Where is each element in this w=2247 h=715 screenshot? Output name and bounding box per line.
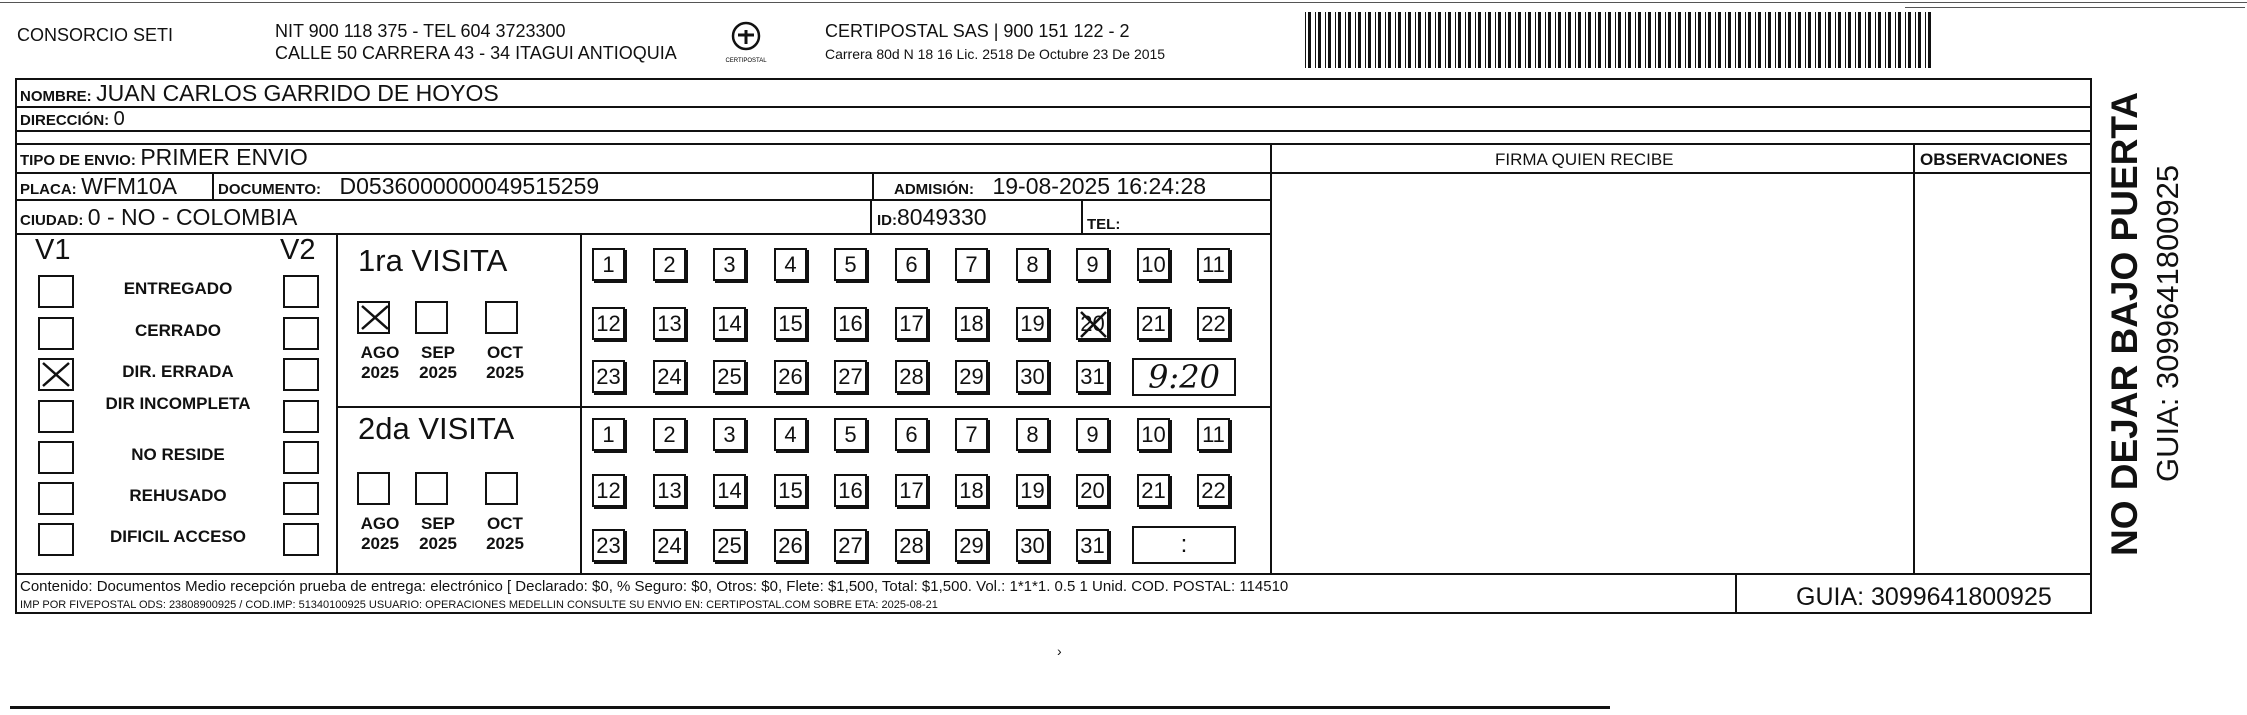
ciudad-value: 0 - NO - COLOMBIA <box>87 204 298 230</box>
day-box-7[interactable]: 7 <box>955 418 988 451</box>
day-box-13[interactable]: 13 <box>653 307 686 340</box>
day-box-12[interactable]: 12 <box>592 474 625 507</box>
day-box-11[interactable]: 11 <box>1197 418 1230 451</box>
day-box-12[interactable]: 12 <box>592 307 625 340</box>
day-box-16[interactable]: 16 <box>834 474 867 507</box>
day-box-27[interactable]: 27 <box>834 529 867 562</box>
tel-label: TEL: <box>1087 216 1121 233</box>
status-label: REHUSADO <box>129 486 227 505</box>
day-box-7[interactable]: 7 <box>955 248 988 281</box>
second-visit-time-box <box>1132 526 1236 564</box>
firma-label: FIRMA QUIEN RECIBE <box>1495 150 1674 169</box>
admision-label: ADMISIÓN: <box>894 181 974 198</box>
v2-checkbox[interactable] <box>283 317 319 350</box>
day-box-4[interactable]: 4 <box>774 418 807 451</box>
license-line: Carrera 80d N 18 16 Lic. 2518 De Octubre 23 De 2015 <box>825 46 1166 62</box>
month-checkbox-ago[interactable] <box>357 301 390 334</box>
day-box-8[interactable]: 8 <box>1016 248 1049 281</box>
id-label: ID: <box>877 212 897 229</box>
id-field <box>877 204 987 231</box>
day-box-6[interactable]: 6 <box>895 248 928 281</box>
month-checkbox-oct[interactable] <box>485 301 518 334</box>
v1-label: V1 <box>35 234 71 266</box>
day-box-1[interactable]: 1 <box>592 418 625 451</box>
month-year: 2025 <box>419 534 457 553</box>
day-box-25[interactable]: 25 <box>713 529 746 562</box>
status-label: ENTREGADO <box>123 279 233 298</box>
day-box-9[interactable]: 9 <box>1076 418 1109 451</box>
day-box-24[interactable]: 24 <box>653 529 686 562</box>
day-box-5[interactable]: 5 <box>834 248 867 281</box>
second-visit-title: 2da VISITA <box>358 411 515 446</box>
placa-field <box>20 173 177 200</box>
month-name: SEP <box>420 514 456 533</box>
day-box-30[interactable]: 30 <box>1016 360 1049 393</box>
month-name: AGO <box>360 514 400 533</box>
placa-label: PLACA: <box>20 181 77 198</box>
v2-label: V2 <box>280 234 316 266</box>
tipo-envio-field <box>20 144 308 171</box>
day-box-16[interactable]: 16 <box>834 307 867 340</box>
v2-checkbox[interactable] <box>283 482 319 515</box>
day-box-18[interactable]: 18 <box>955 307 988 340</box>
v1-checkbox[interactable] <box>38 482 74 515</box>
day-box-20[interactable]: 20 <box>1076 474 1109 507</box>
day-box-25[interactable]: 25 <box>713 360 746 393</box>
day-box-15[interactable]: 15 <box>774 307 807 340</box>
day-box-5[interactable]: 5 <box>834 418 867 451</box>
observaciones-label: OBSERVACIONES <box>1920 150 2068 169</box>
documento-label: DOCUMENTO: <box>218 181 322 198</box>
month-checkbox-sep[interactable] <box>415 472 448 505</box>
day-box-8[interactable]: 8 <box>1016 418 1049 451</box>
day-box-31[interactable]: 31 <box>1076 529 1109 562</box>
v1-checkbox[interactable] <box>38 441 74 474</box>
day-box-17[interactable]: 17 <box>895 307 928 340</box>
day-box-27[interactable]: 27 <box>834 360 867 393</box>
placa-value: WFM10A <box>81 173 177 199</box>
day-box-14[interactable]: 14 <box>713 307 746 340</box>
day-box-29[interactable]: 29 <box>955 360 988 393</box>
month-name: AGO <box>360 343 400 362</box>
form-frame <box>15 78 2092 614</box>
day-box-22[interactable]: 22 <box>1197 474 1230 507</box>
tipo-envio-value: PRIMER ENVIO <box>140 144 308 170</box>
no-dejar-bajo-puerta: NO DEJAR BAJO PUERTA <box>2104 92 2145 556</box>
month-name: OCT <box>487 514 523 533</box>
day-box-22[interactable]: 22 <box>1197 307 1230 340</box>
day-box-26[interactable]: 26 <box>774 360 807 393</box>
day-box-19[interactable]: 19 <box>1016 307 1049 340</box>
day-box-24[interactable]: 24 <box>653 360 686 393</box>
month-year: 2025 <box>361 534 399 553</box>
day-box-15[interactable]: 15 <box>774 474 807 507</box>
v1-checkbox[interactable] <box>38 400 74 433</box>
v2-checkbox[interactable] <box>283 441 319 474</box>
direccion-label: DIRECCIÓN: <box>20 112 110 129</box>
day-box-10[interactable]: 10 <box>1137 248 1170 281</box>
direccion-field <box>20 108 125 131</box>
day-box-3[interactable]: 3 <box>713 248 746 281</box>
nombre-field <box>20 80 499 107</box>
day-box-2[interactable]: 2 <box>653 248 686 281</box>
month-year: 2025 <box>419 363 457 382</box>
documento-field <box>218 173 599 200</box>
day-box-21[interactable]: 21 <box>1137 307 1170 340</box>
day-box-11[interactable]: 11 <box>1197 248 1230 281</box>
month-year: 2025 <box>486 363 524 382</box>
day-box-29[interactable]: 29 <box>955 529 988 562</box>
status-label: DIR INCOMPLETA <box>105 394 251 413</box>
day-box-13[interactable]: 13 <box>653 474 686 507</box>
id-value: 8049330 <box>897 204 987 230</box>
day-box-28[interactable]: 28 <box>895 360 928 393</box>
month-checkbox-sep[interactable] <box>415 301 448 334</box>
status-label: CERRADO <box>135 321 221 340</box>
guia-side: GUIA: 3099641800925 <box>2150 164 2185 482</box>
day-box-6[interactable]: 6 <box>895 418 928 451</box>
day-box-23[interactable]: 23 <box>592 529 625 562</box>
month-checkbox-oct[interactable] <box>485 472 518 505</box>
day-box-9[interactable]: 9 <box>1076 248 1109 281</box>
admision-field <box>894 173 1206 200</box>
day-box-31[interactable]: 31 <box>1076 360 1109 393</box>
month-name: SEP <box>420 343 456 362</box>
v2-checkbox[interactable] <box>283 523 319 556</box>
tel-field <box>1087 208 1120 235</box>
v1-checkbox[interactable] <box>38 523 74 556</box>
v1-checkbox[interactable] <box>38 358 74 391</box>
status-label: DIR. ERRADA <box>122 362 234 381</box>
day-box-2[interactable]: 2 <box>653 418 686 451</box>
v2-checkbox[interactable] <box>283 275 319 308</box>
svg-text:CERTIPOSTAL: CERTIPOSTAL <box>725 58 767 64</box>
v2-checkbox[interactable] <box>283 400 319 433</box>
first-visit-time: 9:20 <box>1148 358 1220 396</box>
day-box-18[interactable]: 18 <box>955 474 988 507</box>
day-box-23[interactable]: 23 <box>592 360 625 393</box>
month-year: 2025 <box>361 363 399 382</box>
ciudad-label: CIUDAD: <box>20 212 84 229</box>
month-checkbox-ago[interactable] <box>357 472 390 505</box>
address-line: CALLE 50 CARRERA 43 - 34 ITAGUI ANTIOQUIA <box>275 43 677 63</box>
scan-edge-bottom <box>10 706 1610 709</box>
ciudad-field <box>20 204 297 231</box>
day-box-4[interactable]: 4 <box>774 248 807 281</box>
barcode <box>1305 12 1935 68</box>
day-box-3[interactable]: 3 <box>713 418 746 451</box>
day-box-20[interactable]: 20 <box>1076 307 1109 340</box>
status-label: NO RESIDE <box>131 445 225 464</box>
scan-edge-top-right <box>1905 7 2245 8</box>
first-visit-title: 1ra VISITA <box>358 243 508 278</box>
day-box-10[interactable]: 10 <box>1137 418 1170 451</box>
scan-mark: › <box>1057 643 1062 659</box>
day-box-28[interactable]: 28 <box>895 529 928 562</box>
day-box-21[interactable]: 21 <box>1137 474 1170 507</box>
v2-checkbox[interactable] <box>283 358 319 391</box>
nit-line: NIT 900 118 375 - TEL 604 3723300 <box>275 21 566 41</box>
imp-line: IMP POR FIVEPOSTAL ODS: 23808900925 / COD.IMP: 51340100925 USUARIO: OPERACIONES MEDELLIN CONSULTE SU ENVIO EN: CERTIPOSTAL.COM SOBRE ETA: 2025-08-21 <box>20 599 938 611</box>
day-box-14[interactable]: 14 <box>713 474 746 507</box>
company-name: CONSORCIO SETI <box>17 25 174 45</box>
v1-checkbox[interactable] <box>38 317 74 350</box>
month-name: OCT <box>487 343 523 362</box>
status-label: DIFICIL ACCESO <box>109 527 246 546</box>
certipostal-logo <box>720 18 772 66</box>
day-box-17[interactable]: 17 <box>895 474 928 507</box>
documento-value: D0536000000049515259 <box>339 173 600 199</box>
day-box-26[interactable]: 26 <box>774 529 807 562</box>
scan-edge-top <box>0 2 2247 3</box>
nombre-label: NOMBRE: <box>20 88 92 105</box>
v1-checkbox[interactable] <box>38 275 74 308</box>
guia-footer: GUIA: 3099641800925 <box>1796 583 2052 611</box>
second-visit-time: : <box>1180 531 1188 558</box>
direccion-value: 0 <box>113 108 125 130</box>
day-box-30[interactable]: 30 <box>1016 529 1049 562</box>
contenido-line: Contenido: Documentos Medio recepción prueba de entrega: electrónico [ Declarado: $0, % Seguro: $0, Otros: $0, Flete: $1,500, Total: $1,500. Vol.: 1*1*1. 0.5 1 Unid. COD. POSTAL: 114510 <box>20 578 1289 595</box>
certipostal-line: CERTIPOSTAL SAS | 900 151 122 - 2 <box>825 21 1130 41</box>
first-visit-time-box <box>1132 358 1236 396</box>
nombre-value: JUAN CARLOS GARRIDO DE HOYOS <box>96 80 499 106</box>
tipo-envio-label: TIPO DE ENVIO: <box>20 152 136 169</box>
day-box-1[interactable]: 1 <box>592 248 625 281</box>
day-box-19[interactable]: 19 <box>1016 474 1049 507</box>
admision-value: 19-08-2025 16:24:28 <box>992 173 1207 199</box>
month-year: 2025 <box>486 534 524 553</box>
